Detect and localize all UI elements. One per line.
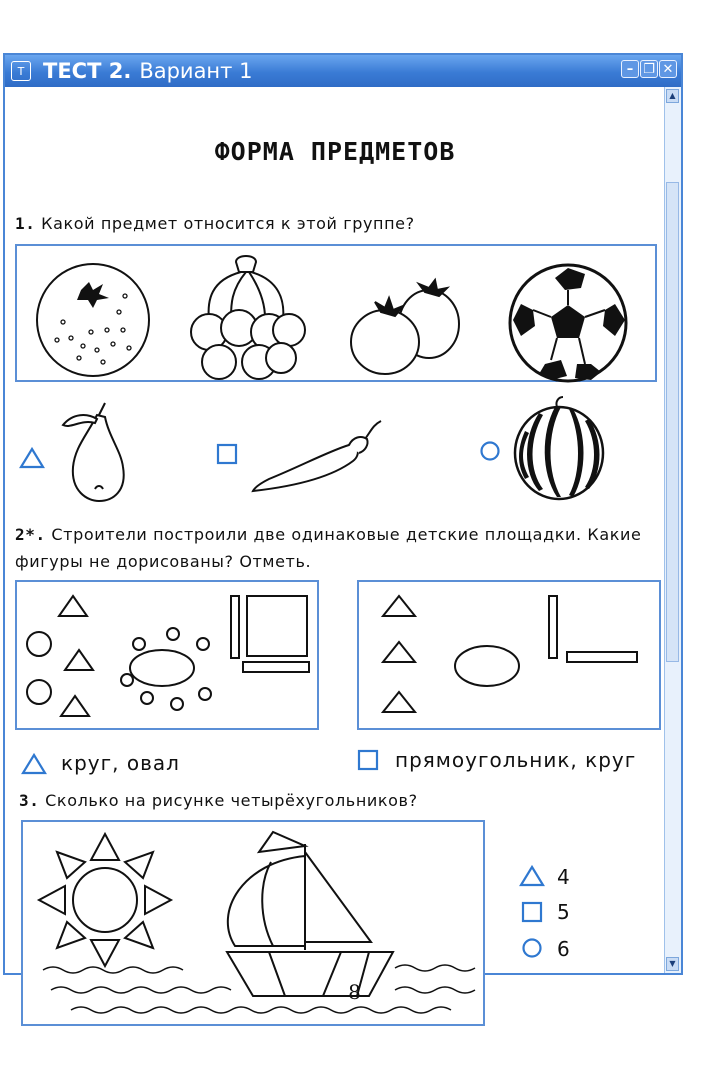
question-2 <box>15 525 663 544</box>
pear-icon <box>57 395 137 505</box>
q2-option-square-mark[interactable] <box>357 749 379 771</box>
question-1-number: 1. <box>15 214 36 233</box>
pepper-icon <box>249 417 389 497</box>
tomatoes-icon <box>347 276 467 386</box>
q2-playground-left <box>15 580 319 730</box>
q1-group-box <box>15 244 657 382</box>
title-bar <box>5 55 681 87</box>
q3-option-triangle-mark[interactable] <box>519 865 545 887</box>
question-3-text: Сколько на рисунке четырёхугольников? <box>45 791 418 810</box>
q2-option-a-label: круг, овал <box>61 751 180 775</box>
minimize-button[interactable]: – <box>621 60 639 78</box>
app-icon: Т <box>11 61 31 81</box>
window-title-test: ТЕСТ 2. <box>43 59 132 83</box>
playground-right-figures <box>359 582 659 728</box>
question-2-text-line1: Строители построили две одинаковые детские площадки. Какие <box>51 525 642 544</box>
scroll-up-arrow[interactable]: ▲ <box>666 89 679 103</box>
close-button[interactable]: ✕ <box>659 60 677 78</box>
vertical-scrollbar[interactable] <box>664 87 681 973</box>
page-heading: ФОРМА ПРЕДМЕТОВ <box>214 137 456 166</box>
watermelon-icon <box>511 393 611 503</box>
q1-option-triangle-mark[interactable] <box>19 447 45 469</box>
page-number: 8 <box>348 980 361 1004</box>
question-1-text: Какой предмет относится к этой группе? <box>41 214 415 233</box>
q3-option-a-label: 4 <box>557 865 571 889</box>
orange-icon <box>33 260 153 380</box>
cherries-icon <box>181 250 311 380</box>
scrollbar-thumb[interactable] <box>666 182 679 662</box>
q2-option-b-label: прямоугольник, круг <box>395 748 637 772</box>
window-title-variant: Вариант 1 <box>139 59 253 83</box>
question-2-line2: фигуры не дорисованы? Отметь. <box>15 552 312 571</box>
playground-left-figures <box>17 582 317 728</box>
soccer-ball-icon <box>505 260 631 386</box>
question-3 <box>19 791 418 810</box>
q2-playground-right <box>357 580 661 730</box>
q3-option-b-label: 5 <box>557 900 571 924</box>
question-2-number: 2*. <box>15 525 46 544</box>
question-3-number: 3. <box>19 791 40 810</box>
q2-option-triangle-mark[interactable] <box>21 753 47 775</box>
question-1 <box>15 214 415 233</box>
test-content <box>5 87 665 973</box>
q3-option-circle-mark[interactable] <box>521 937 543 959</box>
restore-button[interactable]: ❐ <box>640 60 658 78</box>
q3-option-c-label: 6 <box>557 937 571 961</box>
test-window <box>3 53 683 975</box>
q3-option-square-mark[interactable] <box>521 901 543 923</box>
q1-option-square-mark[interactable] <box>216 443 238 465</box>
scroll-down-arrow[interactable]: ▼ <box>666 957 679 971</box>
q1-option-circle-mark[interactable] <box>479 440 501 462</box>
window-title <box>43 59 252 83</box>
